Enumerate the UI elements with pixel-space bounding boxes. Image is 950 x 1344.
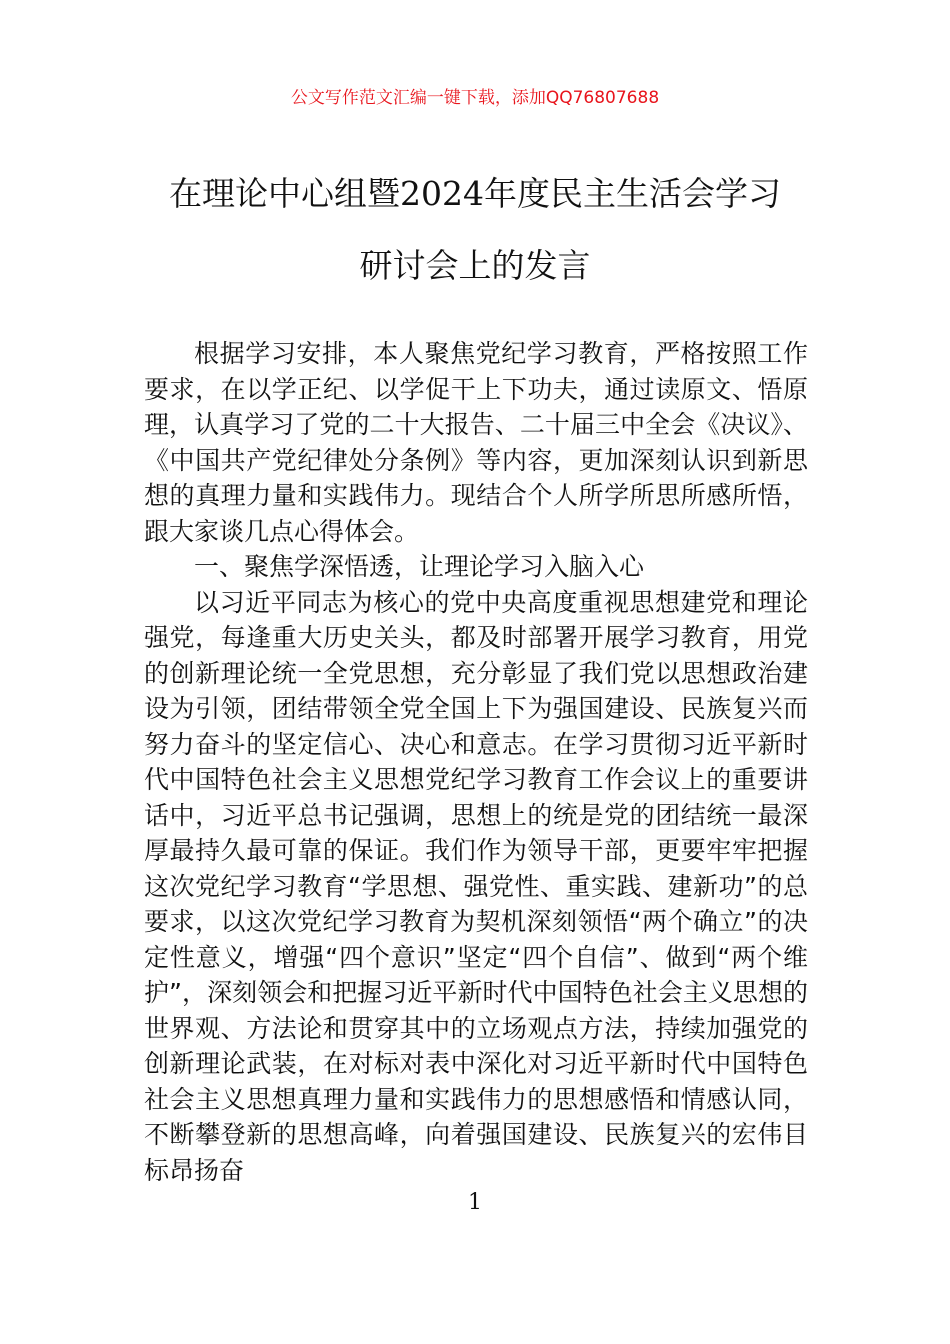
download-promo-banner: 公文写作范文汇编一键下载，添加QQ76807688 — [290, 88, 660, 108]
body-paragraph: 以习近平同志为核心的党中央高度重视思想建党和理论强党，每逢重大历史关头，都及时部署开展学习教育，用党的创新理论统一全党思想，充分彰显了我们党以思想政治建设为引领，团结带领全党全国上下为强国建设、民族复兴而努力奋斗的坚定信心、决心和意志。在学习贯彻习近平新时代中国特色社会主义思想党纪学习教育工作会议上的重要讲话中，习近平总书记强调，思想上的统是党的团结统一最深厚最持久最可靠的保证。我们作为领导干部，更要牢牢把握这次党纪学习教育“学思想、强党性、重实践、建新功”的总要求，以这次党纪学习教育为契机深刻领悟“两个确立”的决定性意义，增强“四个意识”坚定“四个自信”、做到“两个维护”，深刻领会和把握习近平新时代中国特色社会主义思想的世界观、方法论和贯穿其中的立场观点方法，持续加强党的创新理论武装，在对标对表中深化对习近平新时代中国特色社会主义思想真理力量和实践伟力的思想感悟和情感认同，不断攀登新的思想高峰，向着强国建设、民族复兴的宏伟目标昂扬奋 — [144, 587, 808, 1185]
document-title-line-2: 研讨会上的发言 — [359, 246, 591, 285]
document-title-line-1: 在理论中心组暨2024年度民主生活会学习 — [169, 174, 781, 213]
intro-paragraph: 根据学习安排，本人聚焦党纪学习教育，严格按照工作要求，在以学正纪、以学促干上下功夫，通过读原文、悟原理，认真学习了党的二十大报告、二十届三中全会《决议》、《中国共产党纪律处分条例》等内容，更加深刻认识到新思想的真理力量和实践伟力。现结合个人所学所思所感所悟，跟大家谈几点心得体会。 — [144, 339, 808, 546]
section-heading-1: 一、聚焦学深悟透，让理论学习入脑入心 — [194, 552, 645, 581]
document-body — [144, 336, 808, 1188]
page-number: 1 — [468, 1190, 482, 1215]
